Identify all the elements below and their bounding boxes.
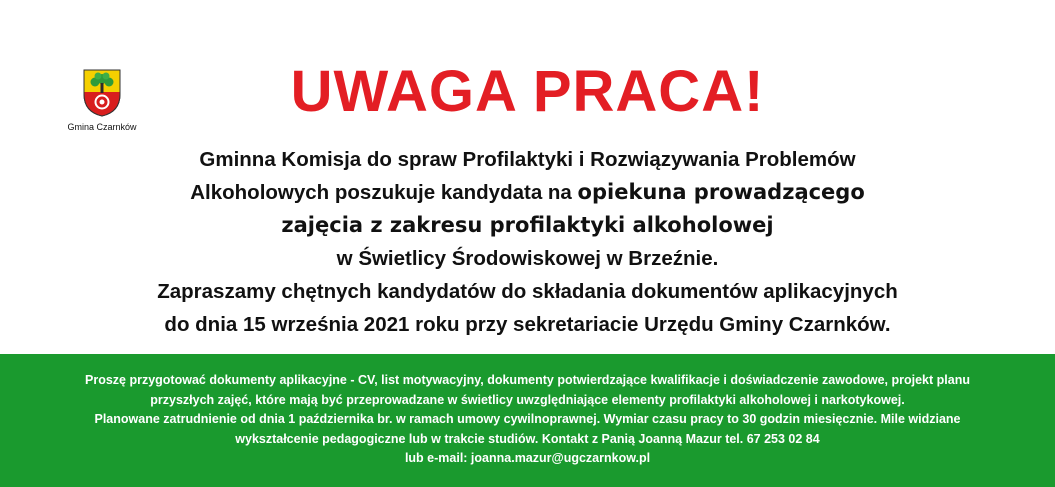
footer-line-1: Proszę przygotować dokumenty aplikacyjne - CV, list motywacyjny, dokumenty potwierdzające kwalifikacje i doświadczenie zawodowe, projekt planu: [85, 373, 970, 387]
footer-line-2: przyszłych zajęć, które mają być przeprowadzane w świetlicy uwzględniające elementy profilaktyki alkoholowej i narkotykowej.: [150, 392, 905, 407]
logo-caption: Gmina Czarnków: [67, 122, 137, 132]
details-footer: [0, 354, 1055, 487]
footer-contact-email: lub e-mail: joanna.mazur@ugczarnkow.pl: [404, 451, 651, 465]
position-title-part-1: opiekuna prowadzącego: [577, 180, 865, 204]
page-title: UWAGA PRACA!: [290, 59, 765, 124]
footer-line-4: wykształcenie pedagogiczne lub w trakcie studiów. Kontakt z Panią Joanną Mazur tel. 67 253 02 84: [235, 431, 820, 446]
announcement-line-2: [60, 176, 995, 209]
footer-line-3: Planowane zatrudnienie od dnia 1 października br. w ramach umowy cywilnoprawnej. Wymiar czasu pracy to 30 godzin miesięcznie. Mile widziane: [94, 412, 961, 426]
announcement-body: [60, 143, 995, 341]
announcement-line-2-start: Alkoholowych poszukuje kandydata na: [190, 181, 578, 204]
announcement-line-4: w Świetlicy Środowiskowej w Brzeźnie.: [336, 247, 719, 270]
announcement-line-5: Zapraszamy chętnych kandydatów do składania dokumentów aplikacyjnych: [157, 280, 898, 303]
position-title-part-2: zajęcia z zakresu profilaktyki alkoholowej: [281, 213, 774, 237]
announcement-line-1: Gminna Komisja do spraw Profilaktyki i Rozwiązywania Problemów: [199, 148, 856, 171]
announcement-line-6: do dnia 15 września 2021 roku przy sekretariacie Urzędu Gminy Czarnków.: [164, 313, 891, 336]
